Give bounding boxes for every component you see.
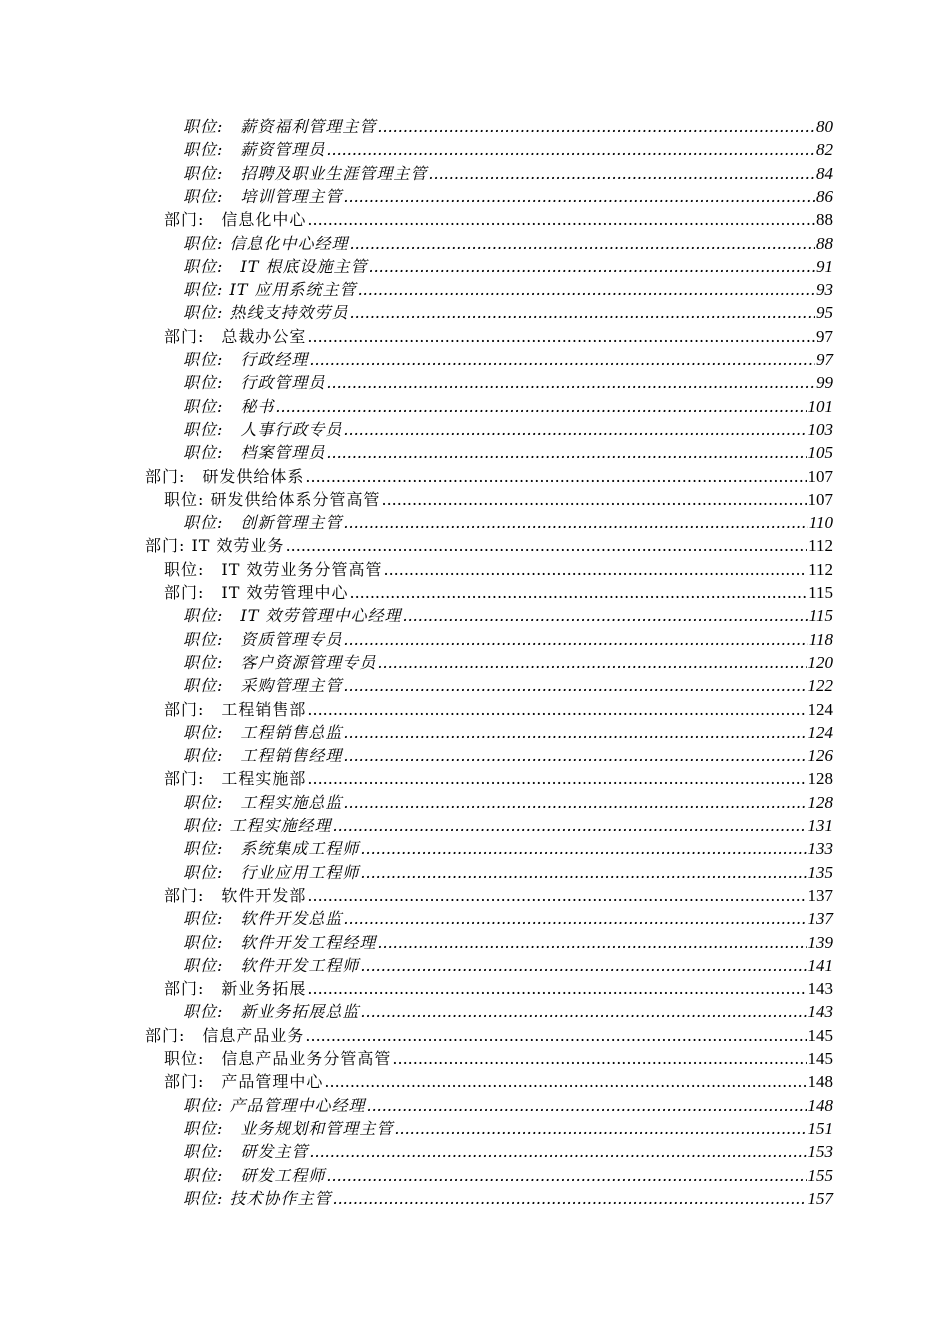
toc-page-number: 95 [816,303,833,322]
toc-page-number: 88 [816,210,833,229]
toc-dot-leader [381,490,806,510]
toc-dot-leader [377,933,806,953]
toc-page-number: 91 [816,257,833,276]
toc-page-number: 148 [807,1096,833,1115]
toc-entry [183,651,833,673]
toc-dot-leader [343,793,806,813]
toc-page-number: 148 [807,1072,833,1091]
toc-page-number: 124 [807,723,833,742]
toc-dot-leader [309,350,815,370]
toc-entry [145,465,833,487]
toc-entry [183,511,833,533]
toc-page-number: 151 [807,1119,833,1138]
toc-entry [183,1000,833,1022]
toc-page-number: 137 [807,909,833,928]
toc-page-number: 101 [807,397,833,416]
toc-entry [183,232,833,254]
toc-entry-title: 部门: 软件开发部 [164,886,307,905]
toc-entry [183,162,833,184]
toc-entry-title: 部门: IT 效劳管理中心 [164,583,349,602]
toc-dot-leader [383,560,807,580]
toc-entry [183,371,833,393]
toc-page-number: 120 [807,653,833,672]
toc-page-number: 124 [807,700,833,719]
toc-dot-leader [368,257,815,277]
toc-dot-leader [360,839,806,859]
toc-dot-leader [360,863,806,883]
toc-entry-title: 职位: 行政经理 [183,350,309,369]
toc-entry-title: 职位: 软件开发工程师 [183,956,360,975]
toc-entry [183,1094,833,1116]
toc-page-number: 84 [816,164,833,183]
toc-entry [145,1024,833,1046]
toc-dot-leader [343,630,807,650]
toc-entry-title: 职位: 业务规划和管理主管 [183,1119,394,1138]
toc-entry [164,977,833,999]
toc-dot-leader [326,373,815,393]
toc-page-number: 105 [807,443,833,462]
toc-dot-leader [366,1096,806,1116]
toc-dot-leader [358,280,815,300]
toc-dot-leader [394,1119,806,1139]
toc-entry-title: 职位: IT 效劳业务分管高管 [164,560,383,579]
toc-entry-title: 职位: 培训管理主管 [183,187,343,206]
toc-dot-leader [343,909,806,929]
toc-dot-leader [349,303,815,323]
toc-page-number: 99 [816,373,833,392]
toc-entry-title: 职位: 软件开发工程经理 [183,933,377,952]
toc-entry [164,698,833,720]
toc-entry [183,395,833,417]
toc-entry-title: 部门: 产品管理中心 [164,1072,324,1091]
toc-entry-title: 职位: 创新管理主管 [183,513,343,532]
toc-page-number: 107 [807,490,833,509]
toc-dot-leader [275,397,806,417]
toc-entry-title: 职位: IT 效劳管理中心经理 [183,606,402,625]
toc-dot-leader [343,676,806,696]
toc-entry-title: 职位: IT 应用系统主管 [183,280,357,299]
toc-dot-leader [305,1026,806,1046]
toc-entry-title: 部门: IT 效劳业务 [145,536,285,555]
toc-entry [164,1047,833,1069]
toc-entry-title: 职位: 采购管理主管 [183,676,343,695]
toc-entry-title: 职位: 研发主管 [183,1142,309,1161]
toc-dot-leader [377,653,806,673]
toc-page-number: 93 [816,280,833,299]
toc-page-number: 153 [807,1142,833,1161]
toc-entry-title: 职位: 行业应用工程师 [183,863,360,882]
toc-entry [183,278,833,300]
toc-entry [183,1140,833,1162]
toc-entry [164,558,833,580]
toc-page-number: 80 [816,117,833,136]
toc-page-number: 155 [807,1166,833,1185]
toc-entry-title: 职位: 工程销售总监 [183,723,343,742]
toc-entry-title: 职位: 秘书 [183,397,275,416]
toc-page-number: 126 [807,746,833,765]
toc-dot-leader [343,187,815,207]
toc-dot-leader [286,536,808,556]
toc-entry-title: 职位: 工程实施总监 [183,793,343,812]
toc-entry-title: 职位: 资质管理专员 [183,630,343,649]
toc-dot-leader [326,140,815,160]
toc-page-number: 122 [807,676,833,695]
toc-entry-title: 部门: 工程销售部 [164,700,307,719]
toc-page-number: 128 [807,793,833,812]
toc-dot-leader [377,117,815,137]
toc-entry [164,488,833,510]
toc-entry [183,721,833,743]
toc-dot-leader [343,723,806,743]
toc-entry [183,348,833,370]
toc-page-number: 131 [807,816,833,835]
toc-page-number: 118 [808,630,833,649]
toc-dot-leader [343,420,806,440]
toc-entry [183,814,833,836]
toc-entry-title: 职位: 档案管理员 [183,443,326,462]
toc-page-number: 82 [816,140,833,159]
toc-page-number: 143 [807,979,833,998]
toc-entry [183,907,833,929]
toc-entry [145,534,833,556]
toc-dot-leader [332,1189,806,1209]
toc-dot-leader [307,769,806,789]
toc-entry-title: 职位: 人事行政专员 [183,420,343,439]
toc-entry [183,604,833,626]
toc-entry-title: 职位: 产品管理中心经理 [183,1096,366,1115]
toc-page-number: 128 [807,769,833,788]
toc-dot-leader [307,886,806,906]
toc-page-number: 145 [807,1026,833,1045]
toc-entry [164,208,833,230]
toc-page-number: 97 [816,327,833,346]
toc-entry [164,325,833,347]
toc-page-number: 112 [808,536,833,555]
toc-page-number: 110 [808,513,833,532]
toc-entry [183,301,833,323]
toc-entry [183,1117,833,1139]
toc-entry-title: 职位: IT 根底设施主管 [183,257,368,276]
toc-entry [183,418,833,440]
toc-entry [183,954,833,976]
toc-page-number: 141 [807,956,833,975]
toc-entry-title: 职位: 信息化中心经理 [183,234,349,253]
toc-page-number: 143 [807,1002,833,1021]
toc-entry [164,767,833,789]
toc-dot-leader [349,234,815,254]
toc-entry [183,744,833,766]
toc-dot-leader [305,467,806,487]
toc-entry-title: 职位: 系统集成工程师 [183,839,360,858]
toc-entry-title: 职位: 热线支持效劳员 [183,303,349,322]
toc-entry-title: 部门: 信息产品业务 [145,1026,305,1045]
toc-entry [183,138,833,160]
toc-entry [183,674,833,696]
toc-entry-title: 职位: 客户资源管理专员 [183,653,377,672]
toc-dot-leader [428,164,815,184]
toc-entry-title: 职位: 工程实施经理 [183,816,332,835]
toc-page-number: 133 [807,839,833,858]
toc-entry-title: 部门: 新业务拓展 [164,979,307,998]
toc-entry [183,115,833,137]
toc-entry-title: 职位: 软件开发总监 [183,909,343,928]
toc-entry-title: 职位: 工程销售经理 [183,746,343,765]
toc-dot-leader [392,1049,806,1069]
toc-page-number: 97 [816,350,833,369]
toc-entry-title: 职位: 信息产品业务分管高管 [164,1049,392,1068]
toc-dot-leader [307,327,815,347]
toc-entry-title: 职位: 薪资管理员 [183,140,326,159]
toc-dot-leader [343,513,807,533]
toc-entry-title: 部门: 信息化中心 [164,210,307,229]
toc-dot-leader [309,1142,806,1162]
toc-entry-title: 职位: 新业务拓展总监 [183,1002,360,1021]
toc-dot-leader [307,979,806,999]
toc-dot-leader [307,700,806,720]
toc-dot-leader [332,816,806,836]
toc-page-number: 145 [807,1049,833,1068]
toc-entry [183,441,833,463]
toc-entry [164,1070,833,1092]
toc-page-number: 88 [816,234,833,253]
toc-entry [183,861,833,883]
toc-dot-leader [307,210,815,230]
toc-entry [183,255,833,277]
toc-entry [183,1187,833,1209]
toc-entry-title: 部门: 总裁办公室 [164,327,307,346]
toc-entry [183,931,833,953]
toc-entry [183,791,833,813]
toc-entry-title: 部门: 工程实施部 [164,769,307,788]
toc-entry [183,628,833,650]
toc-entry-title: 职位: 研发工程师 [183,1166,326,1185]
toc-entry-title: 部门: 研发供给体系 [145,467,305,486]
toc-page-number: 135 [807,863,833,882]
toc-page-number: 112 [808,560,833,579]
toc-page-number: 115 [808,606,833,625]
toc-dot-leader [343,746,806,766]
toc-dot-leader [360,956,806,976]
toc-page-number: 103 [807,420,833,439]
toc-page-number: 86 [816,187,833,206]
toc-entry [183,837,833,859]
toc-page-number: 137 [807,886,833,905]
toc-entry-title: 职位: 行政管理员 [183,373,326,392]
toc-entry-title: 职位: 招聘及职业生涯管理主管 [183,164,428,183]
toc-entry-title: 职位: 技术协作主管 [183,1189,332,1208]
toc-entry [164,884,833,906]
toc-dot-leader [402,606,807,626]
toc-entry [183,1164,833,1186]
toc-entry [183,185,833,207]
toc-page-number: 115 [808,583,833,602]
toc-dot-leader [326,1166,806,1186]
toc-page-number: 107 [807,467,833,486]
toc-entry [164,581,833,603]
toc-dot-leader [360,1002,806,1022]
toc-page-number: 157 [807,1189,833,1208]
toc-entry-title: 职位: 薪资福利管理主管 [183,117,377,136]
toc-dot-leader [324,1072,806,1092]
toc-entry-title: 职位: 研发供给体系分管高管 [164,490,381,509]
toc-dot-leader [349,583,807,603]
toc-dot-leader [326,443,806,463]
toc-page-number: 139 [807,933,833,952]
